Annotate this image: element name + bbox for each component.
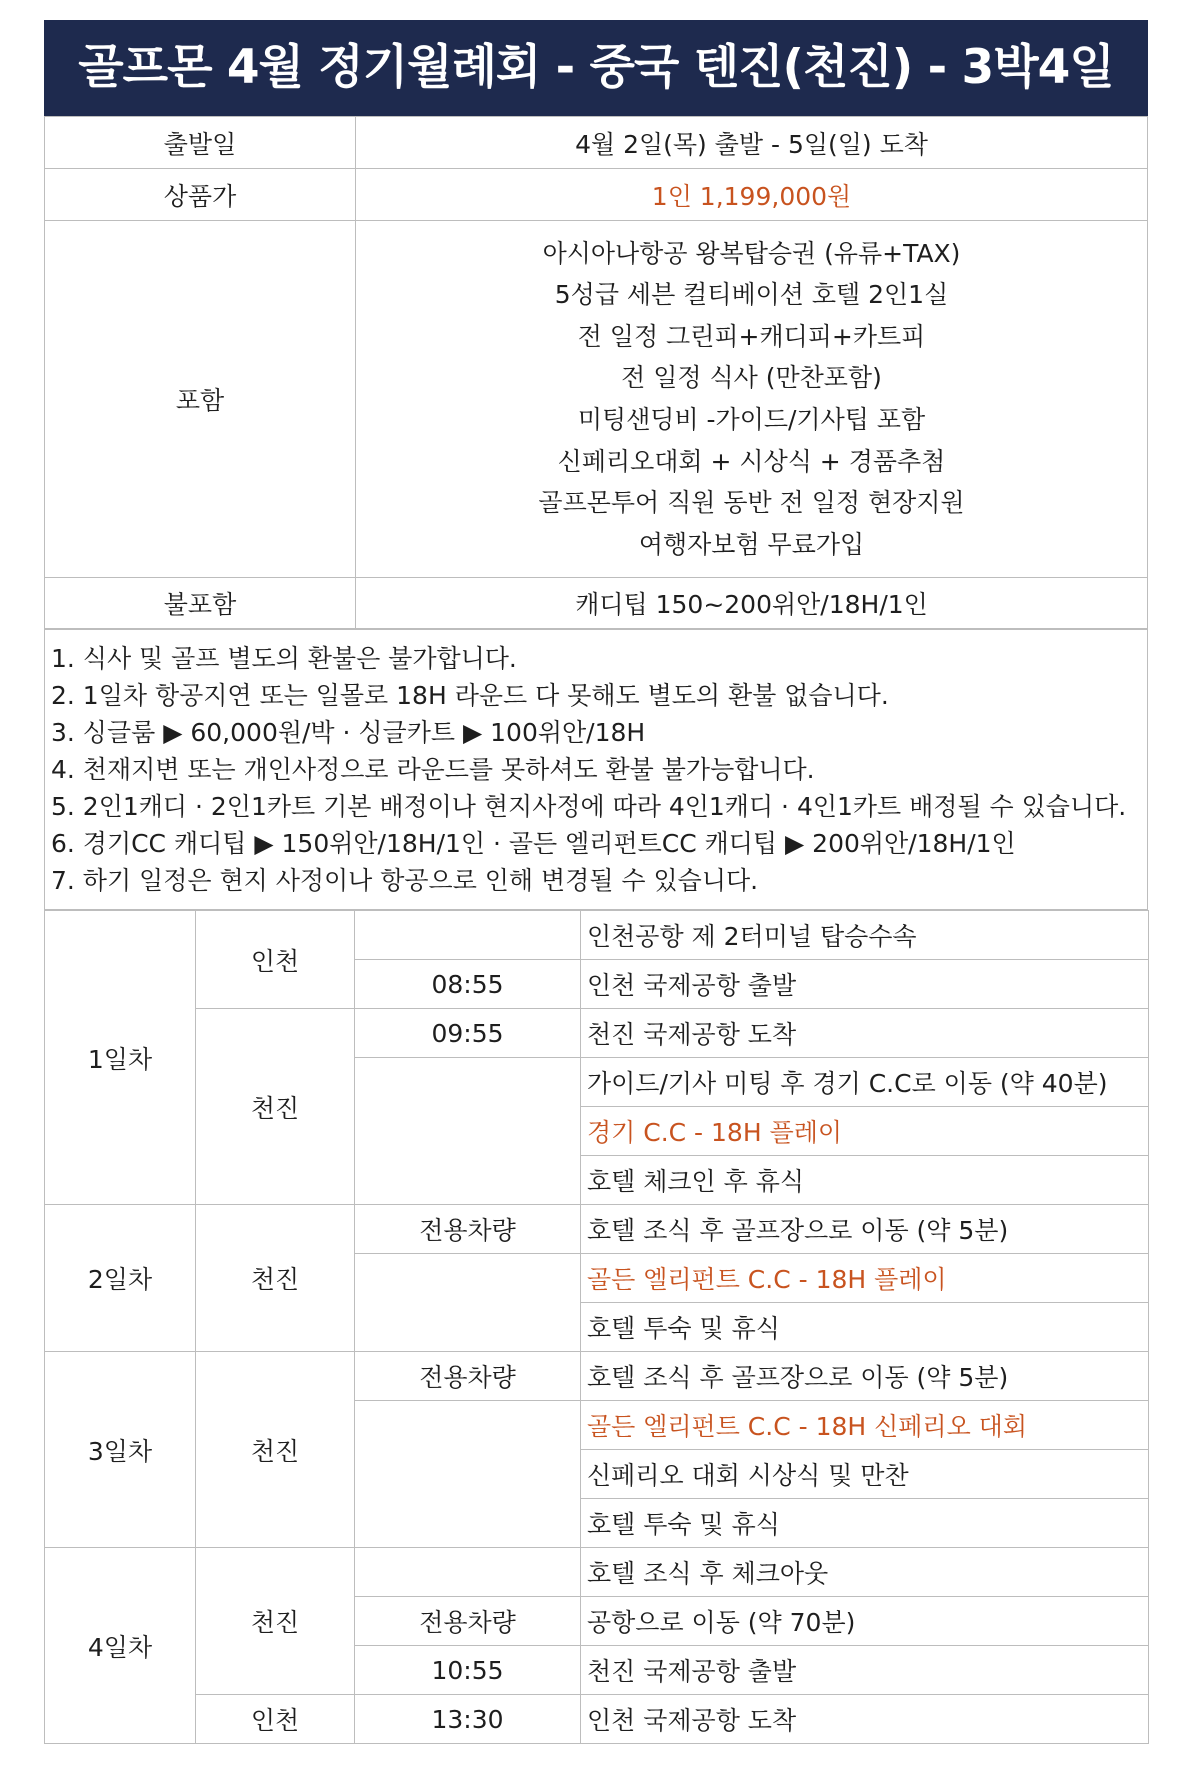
activity-cell-highlight: 골든 엘리펀트 C.C - 18H 신페리오 대회 (581, 1401, 1149, 1450)
departure-label: 출발일 (45, 117, 356, 169)
activity-cell: 호텔 조식 후 골프장으로 이동 (약 5분) (581, 1205, 1149, 1254)
included-item: 여행자보험 무료가입 (638, 529, 865, 559)
product-info-table (44, 116, 1148, 629)
time-cell (355, 1254, 581, 1352)
time-cell (355, 1548, 581, 1597)
included-item: 골프몬투어 직원 동반 전 일정 현장지원 (538, 488, 965, 518)
note-item: 4. 천재지변 또는 개인사정으로 라운드를 못하셔도 환불 불가능합니다. (51, 755, 815, 784)
table-row (45, 1352, 1149, 1401)
activity-cell: 호텔 조식 후 골프장으로 이동 (약 5분) (581, 1352, 1149, 1401)
activity-cell: 호텔 조식 후 체크아웃 (581, 1548, 1149, 1597)
included-item: 신페리오대회 + 시상식 + 경품추첨 (557, 446, 946, 476)
note-item: 5. 2인1캐디 · 2인1카트 기본 배정이나 현지사정에 따라 4인1캐디 · 4인1카트 배정될 수 있습니다. (51, 792, 1127, 821)
place-cell: 인천 (196, 1695, 355, 1744)
activity-cell: 신페리오 대회 시상식 및 만찬 (581, 1450, 1149, 1499)
excluded-row (45, 578, 1148, 629)
excluded-value: 캐디팁 150~200위안/18H/1인 (356, 578, 1148, 629)
included-label: 포함 (45, 221, 356, 578)
included-row (45, 221, 1148, 578)
notes-table (44, 629, 1148, 910)
note-item: 3. 싱글룸 ▶ 60,000원/박 · 싱글카트 ▶ 100위안/18H (51, 718, 646, 747)
place-cell: 인천 (196, 911, 355, 1009)
day-label: 4일차 (45, 1548, 196, 1744)
day-label: 2일차 (45, 1205, 196, 1352)
note-item: 7. 하기 일정은 현지 사정이나 항공으로 인해 변경될 수 있습니다. (51, 866, 759, 895)
place-cell: 천진 (196, 1548, 355, 1695)
included-item: 전 일정 그린피+캐디피+카트피 (577, 321, 926, 351)
table-row (45, 1548, 1149, 1597)
price-row (45, 169, 1148, 221)
activity-cell: 호텔 투숙 및 휴식 (581, 1303, 1149, 1352)
schedule-table (44, 910, 1149, 1744)
included-item: 미팅샌딩비 -가이드/기사팁 포함 (577, 405, 926, 434)
day-label: 3일차 (45, 1352, 196, 1548)
transport-cell: 전용차량 (355, 1205, 581, 1254)
included-item: 5성급 세븐 컬티베이션 호텔 2인1실 (554, 280, 949, 310)
note-item: 1. 식사 및 골프 별도의 환불은 불가합니다. (51, 644, 517, 673)
included-list (356, 221, 1148, 578)
place-cell: 천진 (196, 1009, 355, 1205)
table-row (45, 911, 1149, 960)
activity-cell-highlight: 골든 엘리펀트 C.C - 18H 플레이 (581, 1254, 1149, 1303)
place-cell: 천진 (196, 1352, 355, 1548)
table-row (45, 1695, 1149, 1744)
transport-cell: 전용차량 (355, 1597, 581, 1646)
activity-cell: 가이드/기사 미팅 후 경기 C.C로 이동 (약 40분) (581, 1058, 1149, 1107)
activity-cell: 천진 국제공항 출발 (581, 1646, 1149, 1695)
activity-cell: 공항으로 이동 (약 70분) (581, 1597, 1149, 1646)
time-cell: 09:55 (355, 1009, 581, 1058)
price-value: 1인 1,199,000원 (356, 169, 1148, 221)
table-row (45, 1009, 1149, 1058)
transport-cell: 전용차량 (355, 1352, 581, 1401)
time-cell (355, 911, 581, 960)
activity-cell-highlight: 경기 C.C - 18H 플레이 (581, 1107, 1149, 1156)
departure-row (45, 117, 1148, 169)
time-cell (355, 1401, 581, 1548)
activity-cell: 호텔 체크인 후 휴식 (581, 1156, 1149, 1205)
table-row (45, 1205, 1149, 1254)
itinerary-sheet (44, 20, 1148, 1744)
day-label: 1일차 (45, 911, 196, 1205)
time-cell: 10:55 (355, 1646, 581, 1695)
activity-cell: 천진 국제공항 도착 (581, 1009, 1149, 1058)
notes-cell (45, 630, 1148, 910)
activity-cell: 인천 국제공항 도착 (581, 1695, 1149, 1744)
activity-cell: 인천공항 제 2터미널 탑승수속 (581, 911, 1149, 960)
note-item: 2. 1일차 항공지연 또는 일몰로 18H 라운드 다 못해도 별도의 환불 없습니다. (51, 681, 889, 710)
price-label: 상품가 (45, 169, 356, 221)
included-item: 전 일정 식사 (만찬포함) (621, 363, 882, 393)
activity-cell: 인천 국제공항 출발 (581, 960, 1149, 1009)
page-title: 골프몬 4월 정기월례회 - 중국 텐진(천진) - 3박4일 (44, 20, 1148, 116)
time-cell (355, 1058, 581, 1205)
activity-cell: 호텔 투숙 및 휴식 (581, 1499, 1149, 1548)
place-cell: 천진 (196, 1205, 355, 1352)
note-item: 6. 경기CC 캐디팁 ▶ 150위안/18H/1인 · 골든 엘리펀트CC 캐디팁 ▶ 200위안/18H/1인 (51, 829, 1016, 858)
time-cell: 13:30 (355, 1695, 581, 1744)
time-cell: 08:55 (355, 960, 581, 1009)
departure-value: 4월 2일(목) 출발 - 5일(일) 도착 (356, 117, 1148, 169)
included-item: 아시아나항공 왕복탑승권 (유류+TAX) (542, 238, 961, 268)
excluded-label: 불포함 (45, 578, 356, 629)
